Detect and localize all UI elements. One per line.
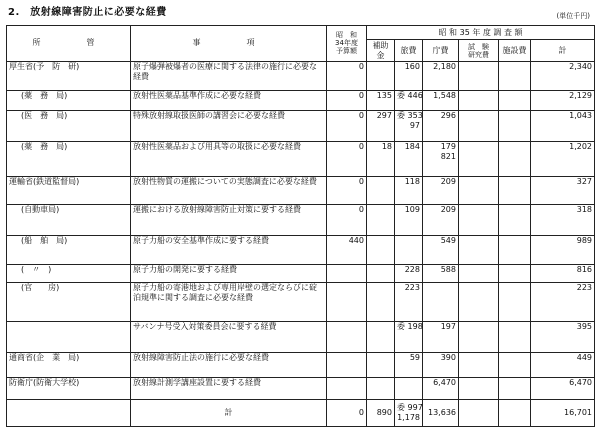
- header-travel: 旅費: [395, 40, 423, 62]
- header-test: 試 験 研究費: [459, 40, 499, 62]
- table-row: (自動車局) 運搬における放射線障害防止対策に要する経費 0 109 209 318: [7, 205, 595, 236]
- table-row: 厚生省(予 防 研) 原子爆弾被爆者の医療に関する法律の施行に必要な経費 0 160 2,180 2,340: [7, 61, 595, 90]
- table-row: ( 〃 ) 原子力船の開発に要する経費 228 588 816: [7, 264, 595, 282]
- header-total: 計: [531, 40, 595, 62]
- header-fy34: 昭 和 34年度 予算額: [327, 26, 367, 62]
- table-row: (薬 務 局) 放射性医薬品基準作成に必要な経費 0 135 委 446 1,548 2,129: [7, 90, 595, 111]
- table-row: (船 舶 局) 原子力船の安全基準作成に要する経費 440 549 989: [7, 236, 595, 265]
- table-row: (医 務 局) 特殊放射線取扱医師の講習会に必要な経費 0 297 委 353 97 296 1,043: [7, 111, 595, 142]
- table-row: 運輸省(鉄道監督局) 放射性物質の運搬についての実態調査に必要な経費 0 118 209 327: [7, 176, 595, 205]
- header-fy35: 昭 和 35 年 度 調 査 額: [367, 26, 595, 40]
- table-row: (官 房) 原子力船の寄港地および専用岸壁の選定ならびに碇泊規準に関する調査に必要な経費 223 223: [7, 283, 595, 322]
- header-office-exp: 庁費: [423, 40, 459, 62]
- header-item: 事 項: [131, 26, 327, 62]
- totals-row: 計 0 890 委 997 1,178 13,636 16,701: [7, 400, 595, 427]
- table-row: 通商省(企 業 局) 放射線障害防止法の施行に必要な経費 59 390 449: [7, 353, 595, 378]
- table-row: サバンナ号受入対策委員会に要する経費 委 198 197 395: [7, 322, 595, 353]
- table-row: (薬 務 局) 放射性医薬品および用具等の取扱に必要な経費 0 18 184 179 821 1,202: [7, 141, 595, 176]
- budget-table: [6, 25, 595, 427]
- header-office: 所 管: [7, 26, 131, 62]
- page-title: 2. 放射線障害防止に必要な経費: [8, 7, 167, 18]
- header-facility: 施設費: [499, 40, 531, 62]
- table-row: 防衛庁(防衛大学校) 放射線計測学講座設置に要する経費 6,470 6,470: [7, 377, 595, 400]
- header-subsidy: 補助金: [367, 40, 395, 62]
- unit-label: (単位千円): [556, 12, 590, 20]
- totals-label: 計: [131, 400, 327, 427]
